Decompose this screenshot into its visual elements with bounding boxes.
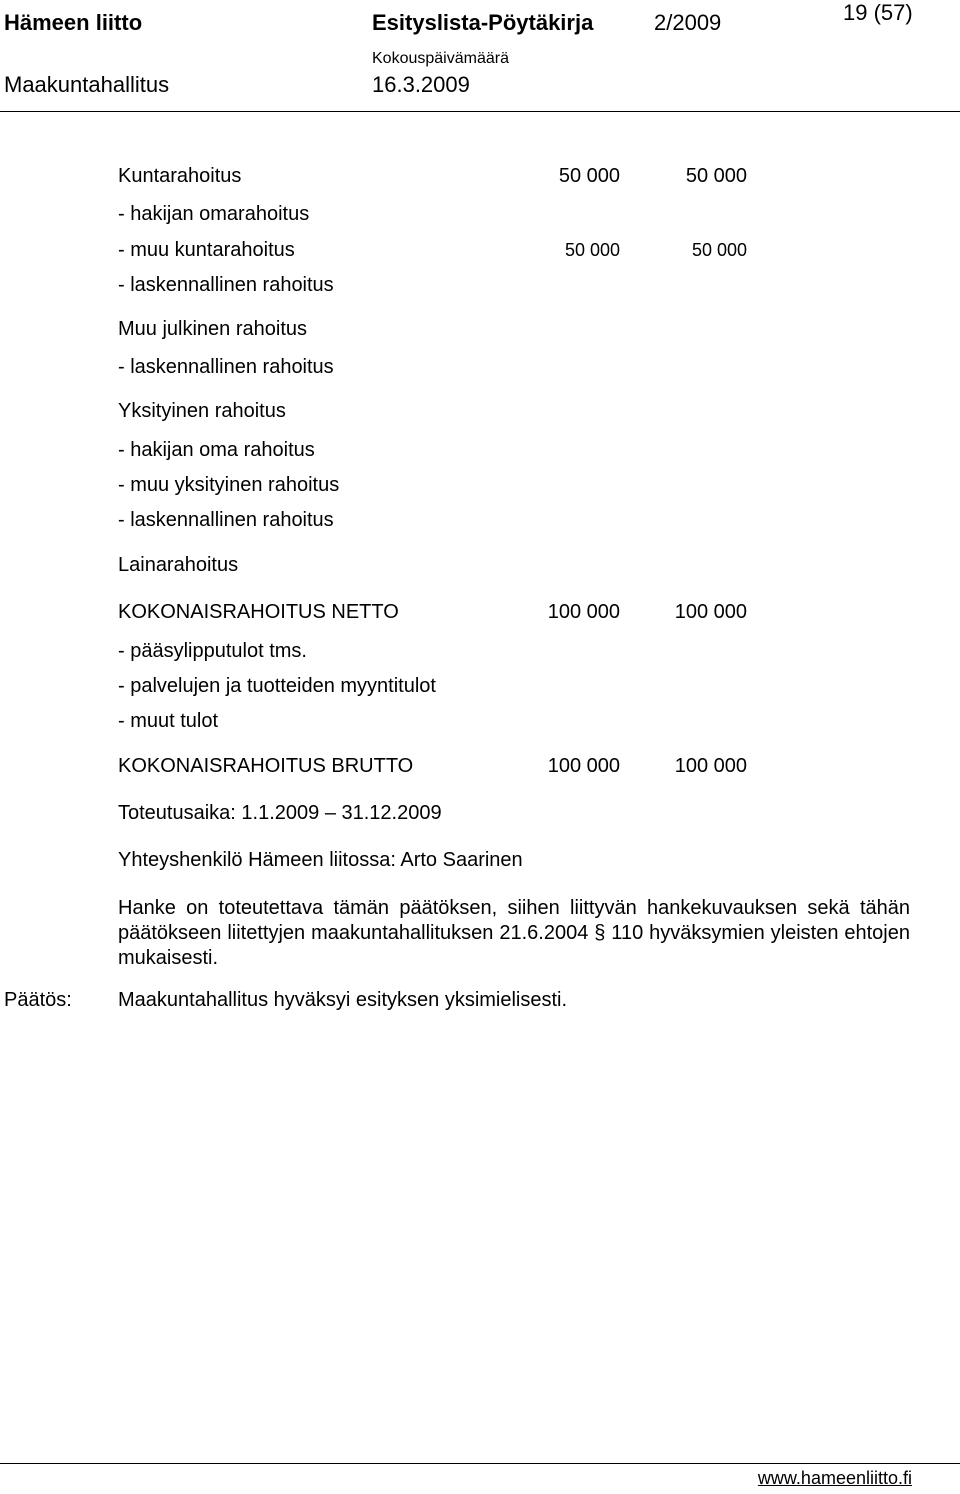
decision-text: Maakuntahallitus hyväksyi esityksen yksimielisesti. [118, 989, 568, 1011]
footer-rule [0, 1463, 960, 1464]
funding-value-2: 50 000 [691, 240, 747, 260]
funding-label: - muu yksityinen rahoitus [118, 474, 340, 496]
implementation-period: Toteutusaika: 1.1.2009 – 31.12.2009 [118, 802, 442, 824]
footer-website-link[interactable] [758, 1468, 912, 1489]
meeting-date-label: Kokouspäivämäärä [372, 50, 509, 67]
funding-label: KOKONAISRAHOITUS NETTO [118, 601, 399, 623]
governing-body: Maakuntahallitus [4, 72, 170, 97]
funding-label: - palvelujen ja tuotteiden myyntitulot [118, 675, 436, 697]
document-number: 2/2009 [654, 10, 722, 35]
funding-label: - laskennallinen rahoitus [118, 356, 334, 378]
document-type: Esityslista-Pöytäkirja [372, 10, 594, 35]
funding-label: Lainarahoitus [118, 554, 239, 576]
funding-value-1: 50 000 [558, 165, 620, 187]
funding-label: - laskennallinen rahoitus [118, 274, 334, 296]
decision-label: Päätös: [4, 989, 72, 1011]
page-number: 19 (57) [843, 0, 913, 25]
meeting-date: 16.3.2009 [372, 72, 470, 97]
header-rule [0, 111, 960, 112]
funding-label: - muut tulot [118, 710, 219, 732]
funding-label: - pääsylipputulot tms. [118, 640, 307, 662]
funding-label: Kuntarahoitus [118, 165, 242, 187]
funding-label: Muu julkinen rahoitus [118, 318, 307, 340]
contact-person: Yhteyshenkilö Hämeen liitossa: Arto Saarinen [118, 849, 523, 871]
funding-value-1: 100 000 [547, 755, 620, 777]
funding-value-2: 100 000 [674, 601, 747, 623]
funding-value-1: 100 000 [547, 601, 620, 623]
website-url[interactable]: www.hameenliitto.fi [757, 1468, 912, 1488]
funding-value-2: 100 000 [674, 755, 747, 777]
org-name: Hämeen liitto [4, 10, 143, 35]
funding-label: - laskennallinen rahoitus [118, 509, 334, 531]
funding-value-2: 50 000 [685, 165, 747, 187]
funding-label: KOKONAISRAHOITUS BRUTTO [118, 755, 414, 777]
funding-label: - hakijan omarahoitus [118, 203, 310, 225]
funding-value-1: 50 000 [564, 240, 620, 260]
funding-label: - muu kuntarahoitus [118, 239, 295, 261]
funding-label: - hakijan oma rahoitus [118, 439, 315, 461]
funding-label: Yksityinen rahoitus [118, 400, 286, 422]
conditions-paragraph: Hanke on toteutettava tämän päätöksen, siihen liittyvän hankekuvauksen sekä tähän päätökseen liitettyjen maakuntahallituksen 21.6.2004 § 110 hyväksymien yleisten ehtojen mukaisesti. [118, 897, 910, 969]
